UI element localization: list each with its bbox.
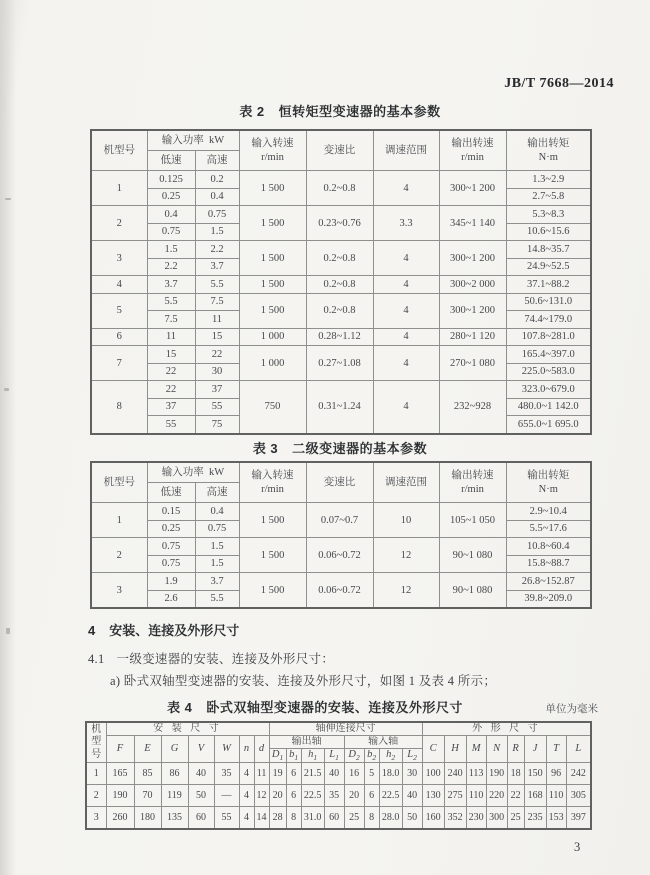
model-cell: 2 [86, 785, 106, 807]
input-speed-cell: 1 000 [239, 328, 306, 346]
standard-number: JB/T 7668—2014 [504, 76, 614, 91]
col-header-range: 调速范围 [373, 462, 439, 503]
high-speed-power-cell: 0.4 [195, 188, 239, 206]
low-speed-power-cell: 0.25 [147, 520, 195, 538]
ratio-cell: 0.06~0.72 [306, 573, 373, 609]
input-speed-cell: 1 500 [239, 171, 306, 206]
high-speed-power-cell: 22 [195, 346, 239, 364]
table4-dimensions [85, 721, 592, 830]
dimension-cell: 240 [444, 763, 466, 785]
col-header-high-speed: 高速 [195, 151, 239, 171]
low-speed-power-cell: 11 [147, 328, 195, 346]
torque-cell: 39.8~209.0 [506, 590, 591, 608]
col-header-h1: $h_1$ [301, 749, 324, 763]
torque-cell: 165.4~397.0 [506, 346, 591, 364]
torque-cell: 74.4~179.0 [506, 311, 591, 329]
model-cell: 1 [86, 763, 106, 785]
dimension-cell: 135 [161, 807, 188, 830]
output-speed-cell: 280~1 120 [439, 328, 506, 346]
col-header-N: N [486, 736, 507, 763]
col-header-input-power [147, 462, 239, 483]
dimension-cell: 85 [134, 763, 161, 785]
col-header-M: M [466, 736, 486, 763]
table4-caption-title: 卧式双轴型变速器的安装、连接及外形尺寸 [206, 700, 463, 715]
table-row [91, 206, 591, 224]
table3-caption-title: 二级变速器的基本参数 [292, 441, 428, 456]
high-speed-power-cell: 0.2 [195, 171, 239, 189]
table-row [91, 381, 591, 399]
ratio-cell: 0.27~1.08 [306, 346, 373, 381]
col-header-J: J [524, 736, 546, 763]
low-speed-power-cell: 22 [147, 381, 195, 399]
model-cell: 1 [91, 171, 147, 206]
high-speed-power-cell: 0.75 [195, 206, 239, 224]
dimension-cell: — [214, 785, 239, 807]
dimension-cell: 28 [269, 807, 286, 830]
ratio-cell: 0.2~0.8 [306, 276, 373, 294]
dimension-cell: 190 [106, 785, 134, 807]
dimension-cell: 50 [402, 807, 422, 830]
dimension-cell: 242 [566, 763, 591, 785]
dimension-cell: 86 [161, 763, 188, 785]
dimension-cell: 190 [486, 763, 507, 785]
col-header-L: L [566, 736, 591, 763]
range-cell: 4 [373, 293, 439, 328]
dimension-cell: 40 [324, 763, 344, 785]
dimension-cell: 35 [324, 785, 344, 807]
high-speed-power-cell: 1.5 [195, 555, 239, 573]
col-header-C: C [422, 736, 444, 763]
table4-caption [85, 697, 545, 716]
dimension-cell: 22 [507, 785, 524, 807]
input-speed-cell: 1 500 [239, 293, 306, 328]
range-cell: 4 [373, 346, 439, 381]
model-cell: 1 [91, 503, 147, 538]
ratio-cell: 0.2~0.8 [306, 241, 373, 276]
high-speed-power-cell: 1.5 [195, 538, 239, 556]
scan-artifact [4, 388, 9, 391]
dimension-cell: 11 [254, 763, 269, 785]
high-speed-power-cell: 2.2 [195, 241, 239, 259]
col-header-output-torque: 输出转矩 N·m [506, 130, 591, 171]
group-header-installation: 安 装 尺 寸 [106, 722, 269, 736]
torque-cell: 10.8~60.4 [506, 538, 591, 556]
dimension-cell: 150 [524, 763, 546, 785]
input-speed-cell: 1 000 [239, 346, 306, 381]
dimension-cell: 18 [507, 763, 524, 785]
col-header-T: T [546, 736, 566, 763]
range-cell: 3.3 [373, 206, 439, 241]
table2-body [91, 171, 591, 434]
high-speed-power-cell: 3.7 [195, 258, 239, 276]
ratio-cell: 0.2~0.8 [306, 171, 373, 206]
dimension-cell: 8 [364, 807, 379, 830]
ratio-cell: 0.06~0.72 [306, 538, 373, 573]
torque-cell: 5.3~8.3 [506, 206, 591, 224]
output-speed-cell: 300~1 200 [439, 171, 506, 206]
section-title: 安装、连接及外形尺寸 [109, 623, 240, 638]
low-speed-power-cell: 0.4 [147, 206, 195, 224]
low-speed-power-cell: 5.5 [147, 293, 195, 311]
model-cell: 3 [91, 241, 147, 276]
high-speed-power-cell: 7.5 [195, 293, 239, 311]
table2-basic-parameters [90, 129, 592, 435]
table-row [91, 293, 591, 311]
col-header-d: d [254, 736, 269, 763]
low-speed-power-cell: 55 [147, 416, 195, 434]
output-speed-cell: 90~1 080 [439, 573, 506, 609]
table4-caption-label: 表 4 [167, 700, 193, 715]
page-number: 3 [574, 840, 581, 854]
torque-cell: 323.0~679.0 [506, 381, 591, 399]
dimension-cell: 18.0 [379, 763, 402, 785]
output-speed-cell: 300~2 000 [439, 276, 506, 294]
high-speed-power-cell: 0.4 [195, 503, 239, 521]
dimension-cell: 20 [269, 785, 286, 807]
table2-caption-title: 恒转矩型变速器的基本参数 [278, 104, 441, 119]
model-cell: 4 [91, 276, 147, 294]
range-cell: 12 [373, 573, 439, 609]
col-header-ratio: 变速比 [306, 462, 373, 503]
dimension-cell: 35 [214, 763, 239, 785]
range-cell: 4 [373, 381, 439, 434]
low-speed-power-cell: 0.25 [147, 188, 195, 206]
dimension-cell: 6 [286, 785, 301, 807]
unit-note: 单位为毫米 [545, 704, 598, 715]
col-header-input-speed: 输入转速 r/min [239, 462, 306, 503]
input-speed-cell: 1 500 [239, 573, 306, 609]
dimension-cell: 60 [324, 807, 344, 830]
torque-cell: 655.0~1 695.0 [506, 416, 591, 434]
table-row [91, 538, 591, 556]
col-header-V: V [188, 736, 214, 763]
input-speed-cell: 1 500 [239, 206, 306, 241]
dimension-cell: 4 [239, 785, 254, 807]
col-header-W: W [214, 736, 239, 763]
dimension-cell: 60 [188, 807, 214, 830]
table-row [91, 276, 591, 294]
range-cell: 4 [373, 328, 439, 346]
col-header-model: 机型号 [91, 462, 147, 503]
col-header-L1: $L_1$ [324, 749, 344, 763]
dimension-cell: 16 [344, 763, 364, 785]
input-power-label: 输入功率 [161, 134, 204, 146]
dimension-cell: 113 [466, 763, 486, 785]
ratio-cell: 0.23~0.76 [306, 206, 373, 241]
dimension-cell: 30 [402, 763, 422, 785]
low-speed-power-cell: 22 [147, 363, 195, 381]
table-row [86, 807, 591, 830]
dimension-cell: 55 [214, 807, 239, 830]
dimension-cell: 5 [364, 763, 379, 785]
output-speed-cell: 270~1 080 [439, 346, 506, 381]
dimension-cell: 50 [188, 785, 214, 807]
input-speed-cell: 1 500 [239, 241, 306, 276]
output-speed-cell: 105~1 050 [439, 503, 506, 538]
model-cell: 5 [91, 293, 147, 328]
col-header-output-speed: 输出转速 r/min [439, 462, 506, 503]
dimension-cell: 110 [466, 785, 486, 807]
section4-heading [88, 620, 239, 639]
torque-cell: 5.5~17.6 [506, 520, 591, 538]
range-cell: 4 [373, 276, 439, 294]
table-row [91, 346, 591, 364]
high-speed-power-cell: 5.5 [195, 590, 239, 608]
group-header-shaft-connection: 轴伸连接尺寸 [269, 722, 422, 736]
col-header-input-speed: 输入转速 r/min [239, 130, 306, 171]
col-header-high-speed: 高速 [195, 483, 239, 503]
low-speed-power-cell: 1.9 [147, 573, 195, 591]
col-header-output-torque: 输出转矩 N·m [506, 462, 591, 503]
table-row [86, 785, 591, 807]
dimension-cell: 153 [546, 807, 566, 830]
low-speed-power-cell: 7.5 [147, 311, 195, 329]
range-cell: 10 [373, 503, 439, 538]
model-cell: 7 [91, 346, 147, 381]
dimension-cell: 70 [134, 785, 161, 807]
range-cell: 4 [373, 241, 439, 276]
dimension-cell: 14 [254, 807, 269, 830]
dimension-cell: 180 [134, 807, 161, 830]
model-cell: 3 [91, 573, 147, 609]
torque-cell: 26.8~152.87 [506, 573, 591, 591]
high-speed-power-cell: 75 [195, 416, 239, 434]
table3-caption [90, 438, 590, 457]
col-header-E: E [134, 736, 161, 763]
table4-header [86, 722, 591, 763]
torque-cell: 2.7~5.8 [506, 188, 591, 206]
dimension-cell: 4 [239, 807, 254, 830]
dimension-cell: 22.5 [379, 785, 402, 807]
dimension-cell: 6 [364, 785, 379, 807]
dimension-cell: 119 [161, 785, 188, 807]
col-header-D1: $D_1$ [269, 749, 286, 763]
torque-cell: 50.6~131.0 [506, 293, 591, 311]
low-speed-power-cell: 3.7 [147, 276, 195, 294]
subgroup-header-input-shaft: 输入轴 [344, 736, 422, 749]
model-cell: 3 [86, 807, 106, 830]
torque-cell: 37.1~88.2 [506, 276, 591, 294]
clause-number: 4.1 [88, 652, 105, 666]
output-speed-cell: 300~1 200 [439, 293, 506, 328]
dimension-cell: 8 [286, 807, 301, 830]
table2-caption [90, 101, 590, 120]
ratio-cell: 0.2~0.8 [306, 293, 373, 328]
col-header-L2: $L_2$ [402, 749, 422, 763]
low-speed-power-cell: 0.75 [147, 555, 195, 573]
dimension-cell: 300 [486, 807, 507, 830]
range-cell: 4 [373, 171, 439, 206]
model-cell: 2 [91, 538, 147, 573]
input-speed-cell: 750 [239, 381, 306, 434]
col-header-G: G [161, 736, 188, 763]
low-speed-power-cell: 2.6 [147, 590, 195, 608]
dimension-cell: 220 [486, 785, 507, 807]
table3-header [91, 462, 591, 503]
dimension-cell: 20 [344, 785, 364, 807]
dimension-cell: 305 [566, 785, 591, 807]
table-row [91, 241, 591, 259]
torque-cell: 24.9~52.5 [506, 258, 591, 276]
input-speed-cell: 1 500 [239, 276, 306, 294]
col-header-h2: $h_2$ [379, 749, 402, 763]
col-header-model-vertical: 机 型 号 [86, 722, 106, 763]
output-speed-cell: 90~1 080 [439, 538, 506, 573]
low-speed-power-cell: 15 [147, 346, 195, 364]
torque-cell: 1.3~2.9 [506, 171, 591, 189]
low-speed-power-cell: 2.2 [147, 258, 195, 276]
paragraph-4-1: 4.1 一级变速器的安装、连接及外形尺寸： [88, 652, 335, 666]
dimension-cell: 31.0 [301, 807, 324, 830]
dimension-cell: 19 [269, 763, 286, 785]
col-header-range: 调速范围 [373, 130, 439, 171]
col-header-output-speed: 输出转速 r/min [439, 130, 506, 171]
col-header-b2: $b_2$ [364, 749, 379, 763]
dimension-cell: 96 [546, 763, 566, 785]
dimension-cell: 260 [106, 807, 134, 830]
torque-cell: 107.8~281.0 [506, 328, 591, 346]
col-header-low-speed: 低速 [147, 151, 195, 171]
low-speed-power-cell: 1.5 [147, 241, 195, 259]
dimension-cell: 352 [444, 807, 466, 830]
low-speed-power-cell: 0.75 [147, 223, 195, 241]
scan-artifact [5, 198, 11, 200]
torque-cell: 2.9~10.4 [506, 503, 591, 521]
low-speed-power-cell: 0.75 [147, 538, 195, 556]
dimension-cell: 40 [402, 785, 422, 807]
torque-cell: 10.6~15.6 [506, 223, 591, 241]
table2-header [91, 130, 591, 171]
model-cell: 6 [91, 328, 147, 346]
input-power-label: 输入功率 [161, 466, 204, 478]
dimension-cell: 230 [466, 807, 486, 830]
dimension-cell: 25 [507, 807, 524, 830]
model-cell: 8 [91, 381, 147, 434]
high-speed-power-cell: 30 [195, 363, 239, 381]
dimension-cell: 397 [566, 807, 591, 830]
output-speed-cell: 300~1 200 [439, 241, 506, 276]
dimension-cell: 22.5 [301, 785, 324, 807]
col-header-low-speed: 低速 [147, 483, 195, 503]
col-header-input-power [147, 130, 239, 151]
output-speed-cell: 232~928 [439, 381, 506, 434]
torque-cell: 225.0~583.0 [506, 363, 591, 381]
input-speed-cell: 1 500 [239, 538, 306, 573]
high-speed-power-cell: 15 [195, 328, 239, 346]
group-header-outline: 外 形 尺 寸 [422, 722, 591, 736]
input-power-unit: kW [209, 134, 225, 146]
table-row [91, 328, 591, 346]
col-header-b1: $b_1$ [286, 749, 301, 763]
output-speed-cell: 345~1 140 [439, 206, 506, 241]
dimension-cell: 25 [344, 807, 364, 830]
table3-basic-parameters [90, 461, 592, 609]
dimension-cell: 6 [286, 763, 301, 785]
dimension-cell: 130 [422, 785, 444, 807]
paragraph-4-1-a: a) 卧式双轴型变速器的安装、连接及外形尺寸，如图 1 及表 4 所示； [110, 674, 497, 688]
dimension-cell: 28.0 [379, 807, 402, 830]
dimension-cell: 12 [254, 785, 269, 807]
scan-artifact [6, 628, 10, 634]
dimension-cell: 21.5 [301, 763, 324, 785]
dimension-cell: 110 [546, 785, 566, 807]
subgroup-header-output-shaft: 输出轴 [269, 736, 344, 749]
low-speed-power-cell: 37 [147, 398, 195, 416]
col-header-model: 机型号 [91, 130, 147, 171]
ratio-cell: 0.28~1.12 [306, 328, 373, 346]
table3-body [91, 503, 591, 609]
high-speed-power-cell: 11 [195, 311, 239, 329]
ratio-cell: 0.07~0.7 [306, 503, 373, 538]
dimension-cell: 100 [422, 763, 444, 785]
table-row [91, 573, 591, 591]
table-row [91, 171, 591, 189]
table-row [86, 763, 591, 785]
torque-cell: 480.0~1 142.0 [506, 398, 591, 416]
high-speed-power-cell: 0.75 [195, 520, 239, 538]
dimension-cell: 165 [106, 763, 134, 785]
col-header-F: F [106, 736, 134, 763]
dimension-cell: 160 [422, 807, 444, 830]
low-speed-power-cell: 0.15 [147, 503, 195, 521]
dimension-cell: 4 [239, 763, 254, 785]
dimension-cell: 168 [524, 785, 546, 807]
col-header-ratio: 变速比 [306, 130, 373, 171]
dimension-cell: 235 [524, 807, 546, 830]
section-number: 4 [88, 623, 96, 638]
dimension-cell: 40 [188, 763, 214, 785]
model-cell: 2 [91, 206, 147, 241]
table3-caption-label: 表 3 [252, 441, 279, 456]
range-cell: 12 [373, 538, 439, 573]
torque-cell: 14.8~35.7 [506, 241, 591, 259]
torque-cell: 15.8~88.7 [506, 555, 591, 573]
ratio-cell: 0.31~1.24 [306, 381, 373, 434]
low-speed-power-cell: 0.125 [147, 171, 195, 189]
high-speed-power-cell: 5.5 [195, 276, 239, 294]
col-header-D2: $D_2$ [344, 749, 364, 763]
high-speed-power-cell: 1.5 [195, 223, 239, 241]
high-speed-power-cell: 55 [195, 398, 239, 416]
col-header-H: H [444, 736, 466, 763]
high-speed-power-cell: 3.7 [195, 573, 239, 591]
dimension-cell: 275 [444, 785, 466, 807]
table-row [91, 503, 591, 521]
high-speed-power-cell: 37 [195, 381, 239, 399]
table4-body [86, 763, 591, 830]
col-header-R: R [507, 736, 524, 763]
col-header-n: n [239, 736, 254, 763]
table2-caption-label: 表 2 [239, 104, 265, 119]
input-power-unit: kW [209, 466, 225, 478]
input-speed-cell: 1 500 [239, 503, 306, 538]
